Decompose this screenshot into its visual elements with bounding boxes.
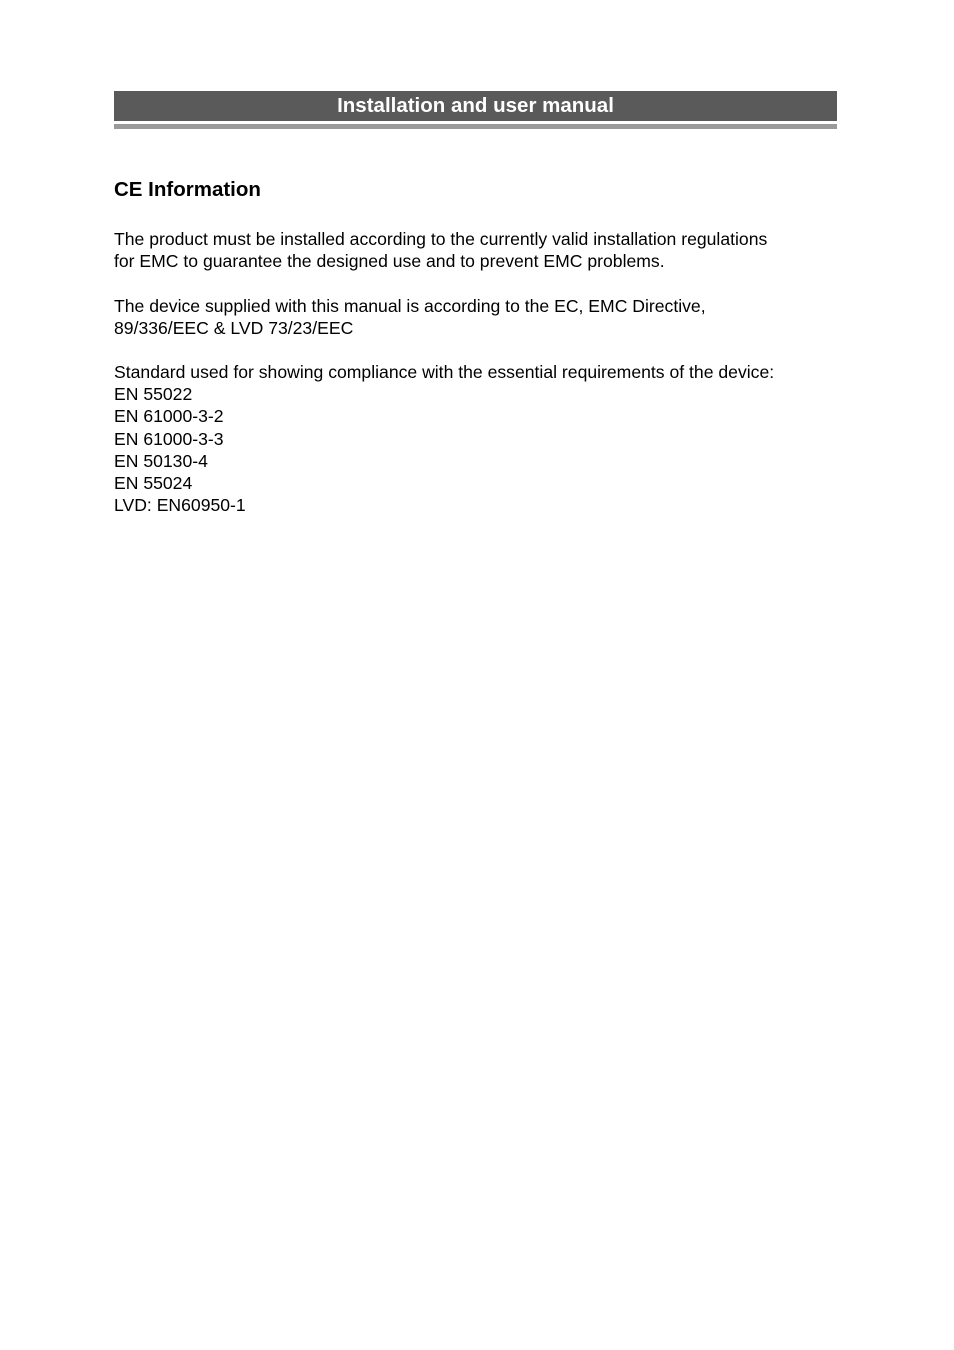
manual-header-bar bbox=[114, 91, 837, 121]
text-line: The product must be installed according to the currently valid installation regulations bbox=[114, 229, 768, 249]
standards-intro: Standard used for showing compliance with the essential requirements of the device: bbox=[114, 362, 775, 382]
directive-paragraph bbox=[114, 295, 844, 339]
header-divider bbox=[114, 124, 837, 129]
standard-item: EN 55024 bbox=[114, 473, 193, 494]
text-line: for EMC to guarantee the designed use and to prevent EMC problems. bbox=[114, 251, 665, 272]
standard-item: LVD: EN60950-1 bbox=[114, 495, 246, 516]
manual-header-title: Installation and user manual bbox=[337, 94, 614, 117]
standard-item: EN 50130-4 bbox=[114, 450, 208, 471]
standard-item: EN 55022 bbox=[114, 384, 193, 405]
standard-item: EN 61000-3-3 bbox=[114, 428, 224, 449]
emc-installation-paragraph bbox=[114, 228, 844, 272]
section-title: CE Information bbox=[114, 178, 261, 201]
standards-list bbox=[114, 361, 844, 516]
standard-item: EN 61000-3-2 bbox=[114, 406, 224, 427]
text-line: 89/336/EEC & LVD 73/23/EEC bbox=[114, 318, 354, 339]
text-line: The device supplied with this manual is according to the EC, EMC Directive, bbox=[114, 296, 706, 316]
